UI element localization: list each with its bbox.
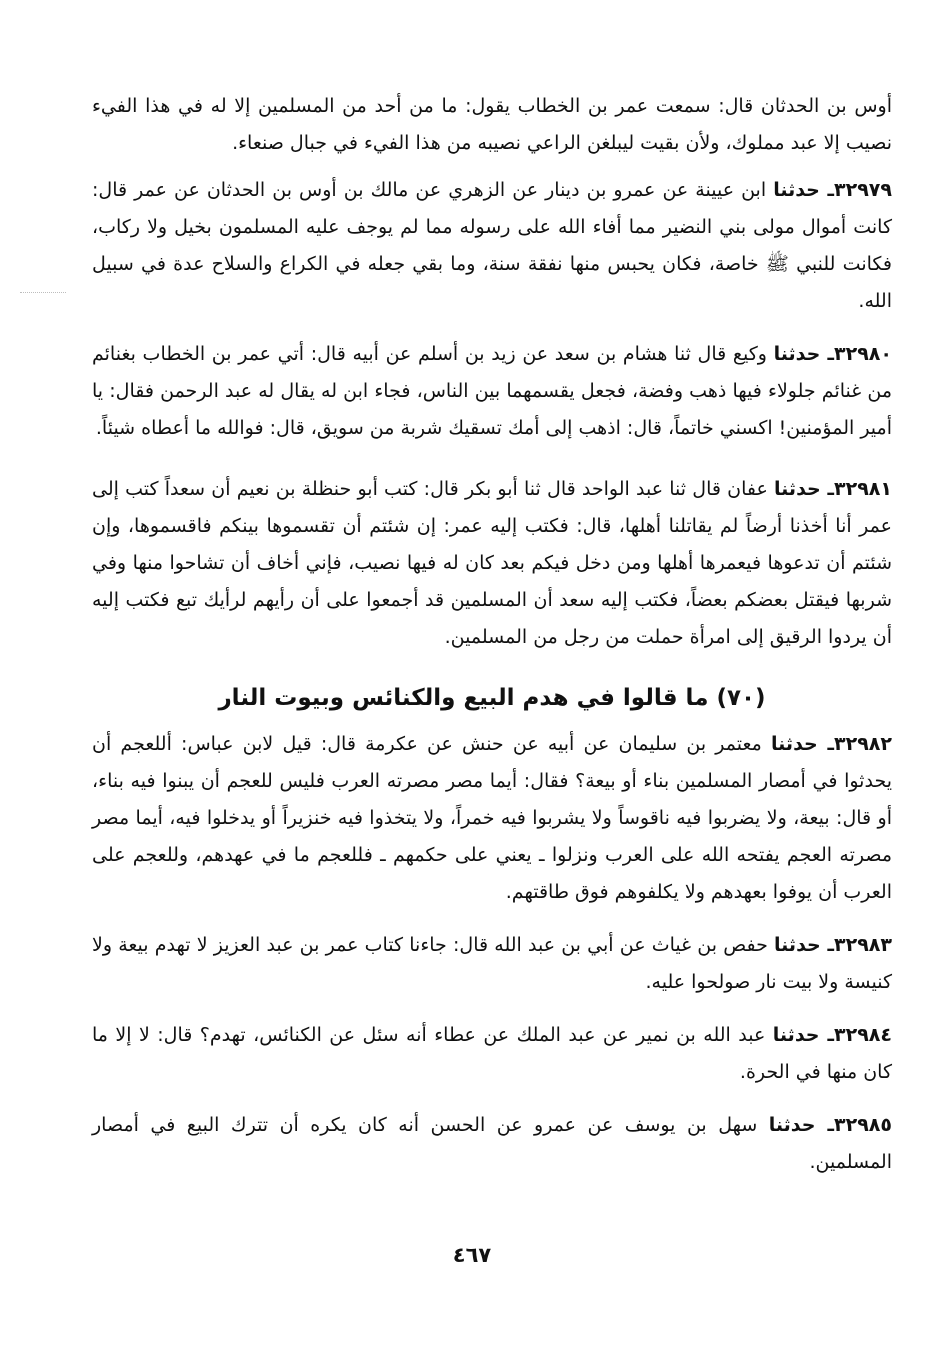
hadith-32981 xyxy=(92,471,892,656)
hadith-32984 xyxy=(92,1017,892,1091)
hadith-lead: ٣٢٩٨٣ـ حدثنا xyxy=(774,934,892,956)
hadith-text: حفص بن غياث عن أبي بن عبد الله قال: جاءنا كتاب عمر بن عبد العزيز لا تهدم بيعة ولا كنيسة ولا بيت نار صولحوا عليه. xyxy=(92,934,892,993)
page-number: ٤٦٧ xyxy=(452,1243,492,1267)
hadith-lead: ٣٢٩٨٤ـ حدثنا xyxy=(772,1024,892,1046)
paragraph-continuation xyxy=(92,88,892,162)
hadith-lead: ٣٢٩٨١ـ حدثنا xyxy=(774,478,892,500)
hadith-text: عفان قال ثنا عبد الواحد قال ثنا أبو بكر قال: كتب أبو حنظلة بن نعيم أن سعداً كتب إلى عمر أنا أخذنا أرضاً لم يقاتلنا أهلها، قال: فكتب إليه عمر: إن شئتم أن تقسموها بينكم فاقسموها، وإن شئتم أن تدعوها فيعمرها أهلها ومن دخل فيكم بعد كان له فيها نصيب، فإني أخاف أن تشاحوا منها وفي شربها فيقتل بعضكم بعضاً، فكتب إليه سعد أن المسلمين قد أجمعوا على أن رأيهم لرأيك تبع فكتب إليه أن يردوا الرقيق إلى امرأة حملت من رجل من المسلمين. xyxy=(92,478,892,648)
hadith-text: وكيع قال ثنا هشام بن سعد عن زيد بن أسلم عن أبيه قال: أتي عمر بن الخطاب بغنائم من غنائم جلولاء فيها ذهب وفضة، فجعل يقسمهما بين الناس، فجاء ابن له يقال له عبد الرحمن فقال: يا أمير المؤمنين! اكسني خاتماً، قال: اذهب إلى أمك تسقيك شربة من سويق، قال: فوالله ما أعطاه شيئاً. xyxy=(92,343,892,439)
hadith-32985 xyxy=(92,1107,892,1181)
hadith-lead: ٣٢٩٨٢ـ حدثنا xyxy=(771,733,892,755)
hadith-text: معتمر بن سليمان عن أبيه عن حنش عن عكرمة قال: قيل لابن عباس: أللعجم أن يحدثوا في أمصار المسلمين بناء أو بيعة؟ فقال: أيما مصر مصرته العرب فليس للعجم أن يبنوا فيه بناء، أو قال: بيعة، ولا يضربوا فيه ناقوساً ولا يشربوا فيه خمراً، ولا يتخذوا فيه خنزيراً أو يدخلوا فيه، أيما مصر مصرته العجم يفتحه الله على العرب ونزلوا ـ يعني على حكمهم ـ فللعجم ما في عهدهم، وللعجم على العرب أن يوفوا بعهدهم ولا يكلفوهم فوق طاقتهم. xyxy=(92,733,892,903)
hadith-32982 xyxy=(92,726,892,911)
hadith-text: ابن عيينة عن عمرو بن دينار عن الزهري عن مالك بن أوس بن الحدثان عن عمر قال: كانت أموال مولى بني النضير مما أفاء الله على رسوله مما لم يوجف عليه المسلمون بخيل ولا ركاب، فكانت للنبي ﷺ خاصة، فكان يحبس منها نفقة سنة، وما بقي جعله في الكراع والسلاح عدة في سبيل الله. xyxy=(92,179,892,312)
hadith-32983 xyxy=(92,927,892,1001)
hadith-lead: ٣٢٩٨٠ـ حدثنا xyxy=(773,343,892,365)
page-body xyxy=(92,88,892,1181)
hadith-lead: ٣٢٩٧٩ـ حدثنا xyxy=(773,179,892,201)
margin-dotted-mark xyxy=(20,292,66,293)
hadith-text: عبد الله بن نمير عن عبد الملك عن عطاء أنه سئل عن الكنائس، تهدم؟ قال: لا إلا ما كان منها في الحرة. xyxy=(92,1024,892,1083)
hadith-text: سهل بن يوسف عن عمرو عن الحسن أنه كان يكره أن تترك البيع في أمصار المسلمين. xyxy=(92,1114,892,1173)
chapter-heading: (٧٠) ما قالوا في هدم البيع والكنائس وبيوت النار xyxy=(218,685,766,711)
hadith-text: أوس بن الحدثان قال: سمعت عمر بن الخطاب يقول: ما من أحد من المسلمين إلا له في هذا الفيء نصيب إلا عبد مملوك، ولأن بقيت ليبلغن الراعي نصيبه من هذا الفيء في جبال صنعاء. xyxy=(92,95,892,154)
hadith-lead: ٣٢٩٨٥ـ حدثنا xyxy=(768,1114,892,1136)
hadith-32980 xyxy=(92,336,892,447)
hadith-32979 xyxy=(92,172,892,320)
